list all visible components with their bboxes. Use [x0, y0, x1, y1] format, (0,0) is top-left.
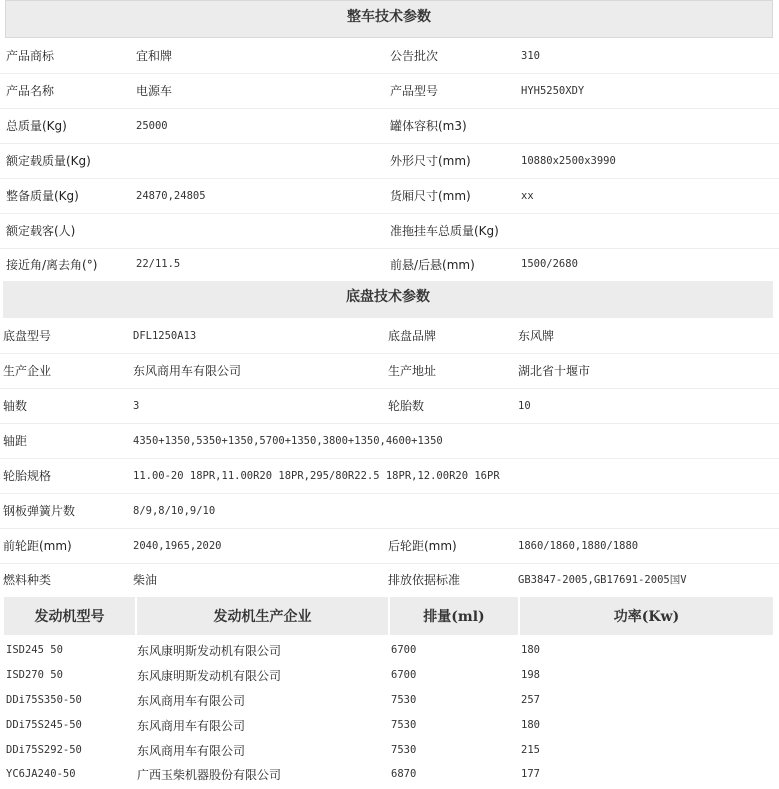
value-product-model: HYH5250XDY: [521, 84, 585, 97]
engine-model: DDi75S245-50: [6, 719, 82, 731]
engine-power: 177: [521, 768, 540, 780]
engine-displacement: 7530: [391, 694, 417, 706]
value-axles: 3: [133, 399, 140, 412]
engine-power: 215: [521, 744, 540, 756]
label-tire-count: 轮胎数: [388, 399, 425, 413]
engine-displacement: 6870: [391, 768, 417, 780]
value-address: 湖北省十堰市: [518, 364, 591, 378]
label-leaf-springs: 钢板弹簧片数: [3, 504, 76, 518]
table-row: [0, 638, 779, 662]
vehicle-params-title: 整车技术参数: [5, 0, 773, 38]
table-row: [0, 213, 779, 249]
label-tank-volume: 罐体容积(m3): [390, 119, 467, 133]
engine-displacement: 7530: [391, 719, 417, 731]
value-fuel-type: 柴油: [133, 572, 158, 587]
value-cargo-size: xx: [521, 189, 534, 202]
label-fuel-type: 燃料种类: [3, 572, 52, 587]
table-row: [0, 178, 779, 214]
engine-model: DDi75S292-50: [6, 744, 82, 756]
chassis-params-title: 底盘技术参数: [3, 281, 773, 318]
table-row: [0, 762, 779, 786]
table-row: [0, 353, 779, 389]
label-rated-load: 额定载质量(Kg): [6, 154, 91, 168]
label-cargo-size: 货厢尺寸(mm): [390, 189, 471, 203]
label-brand: 产品商标: [6, 49, 55, 63]
header-engine-model: 发动机型号: [4, 597, 135, 635]
value-chassis-model: DFL1250A13: [133, 329, 197, 342]
label-batch: 公告批次: [390, 49, 439, 63]
table-row: [0, 563, 779, 595]
value-total-mass: 25000: [136, 119, 168, 132]
header-displacement: 排量(ml): [390, 597, 518, 635]
label-curb-mass: 整备质量(Kg): [6, 189, 79, 203]
label-rear-track: 后轮距(mm): [388, 539, 457, 553]
value-overhang: 1500/2680: [521, 258, 578, 270]
value-wheelbase: 4350+1350,5350+1350,5700+1350,3800+1350,4600+1350: [133, 434, 443, 447]
table-row: [0, 143, 779, 179]
engine-maker: 东风商用车有限公司: [137, 693, 246, 708]
value-approach-angle: 22/11.5: [136, 258, 181, 270]
value-batch: 310: [521, 49, 540, 62]
engine-maker: 东风商用车有限公司: [137, 743, 246, 758]
label-front-track: 前轮距(mm): [3, 539, 72, 553]
value-rated-load: [136, 143, 386, 178]
label-product-name: 产品名称: [6, 84, 55, 98]
engine-power: 257: [521, 694, 540, 706]
label-product-model: 产品型号: [390, 84, 439, 98]
value-curb-mass: 24870,24805: [136, 189, 206, 202]
table-row: [0, 458, 779, 494]
engine-model: DDi75S350-50: [6, 694, 82, 706]
label-emission-standard: 排放依据标准: [388, 572, 461, 587]
value-chassis-brand: 东风牌: [518, 329, 555, 343]
engine-maker: 广西玉柴机器股份有限公司: [137, 767, 282, 782]
label-chassis-model: 底盘型号: [3, 329, 52, 343]
table-row: [0, 423, 779, 459]
table-row: [0, 108, 779, 144]
table-row: [0, 318, 779, 354]
engine-power: 180: [521, 719, 540, 731]
value-dimensions: 10880x2500x3990: [521, 154, 616, 167]
value-rear-track: 1860/1860,1880/1880: [518, 539, 639, 552]
engine-maker: 东风康明斯发动机有限公司: [137, 643, 282, 658]
table-row: [0, 38, 779, 74]
value-leaf-springs: 8/9,8/10,9/10: [133, 504, 216, 517]
table-row: [0, 388, 779, 424]
value-trailer-mass: [521, 213, 771, 248]
label-rated-passengers: 额定载客(人): [6, 224, 76, 238]
value-product-name: 电源车: [136, 84, 173, 98]
engine-maker: 东风康明斯发动机有限公司: [137, 668, 282, 683]
label-address: 生产地址: [388, 364, 437, 378]
value-tire-spec: 11.00-20 18PR,11.00R20 18PR,295/80R22.5 18PR,12.00R20 16PR: [133, 469, 500, 482]
table-row: [0, 528, 779, 564]
label-axles: 轴数: [3, 399, 28, 413]
label-overhang: 前悬/后悬(mm): [390, 257, 475, 272]
table-row: [0, 248, 779, 280]
engine-displacement: 7530: [391, 744, 417, 756]
table-row: [0, 493, 779, 529]
header-engine-maker: 发动机生产企业: [137, 597, 388, 635]
table-row: [0, 663, 779, 687]
value-brand: 宜和牌: [136, 49, 173, 63]
engine-power: 198: [521, 669, 540, 681]
engine-maker: 东风商用车有限公司: [137, 718, 246, 733]
engine-displacement: 6700: [391, 644, 417, 656]
label-chassis-brand: 底盘品牌: [388, 329, 437, 343]
label-manufacturer: 生产企业: [3, 364, 52, 378]
label-approach-angle: 接近角/离去角(°): [6, 257, 98, 272]
value-tire-count: 10: [518, 399, 531, 412]
value-manufacturer: 东风商用车有限公司: [133, 364, 242, 378]
table-row: [0, 713, 779, 737]
table-row: [0, 73, 779, 109]
value-emission-standard: GB3847-2005,GB17691-2005国V: [518, 573, 687, 586]
label-trailer-mass: 准拖挂车总质量(Kg): [390, 224, 499, 238]
engine-displacement: 6700: [391, 669, 417, 681]
header-power: 功率(Kw): [520, 597, 773, 635]
value-tank-volume: [521, 108, 771, 143]
table-row: [0, 688, 779, 712]
label-dimensions: 外形尺寸(mm): [390, 154, 471, 168]
engine-power: 180: [521, 644, 540, 656]
engine-model: ISD245 50: [6, 644, 63, 656]
value-front-track: 2040,1965,2020: [133, 539, 222, 552]
label-wheelbase: 轴距: [3, 434, 28, 448]
value-rated-passengers: [136, 213, 386, 248]
table-row: [0, 738, 779, 762]
label-total-mass: 总质量(Kg): [6, 119, 67, 133]
engine-model: ISD270 50: [6, 669, 63, 681]
label-tire-spec: 轮胎规格: [3, 469, 52, 483]
engine-model: YC6JA240-50: [6, 768, 76, 780]
